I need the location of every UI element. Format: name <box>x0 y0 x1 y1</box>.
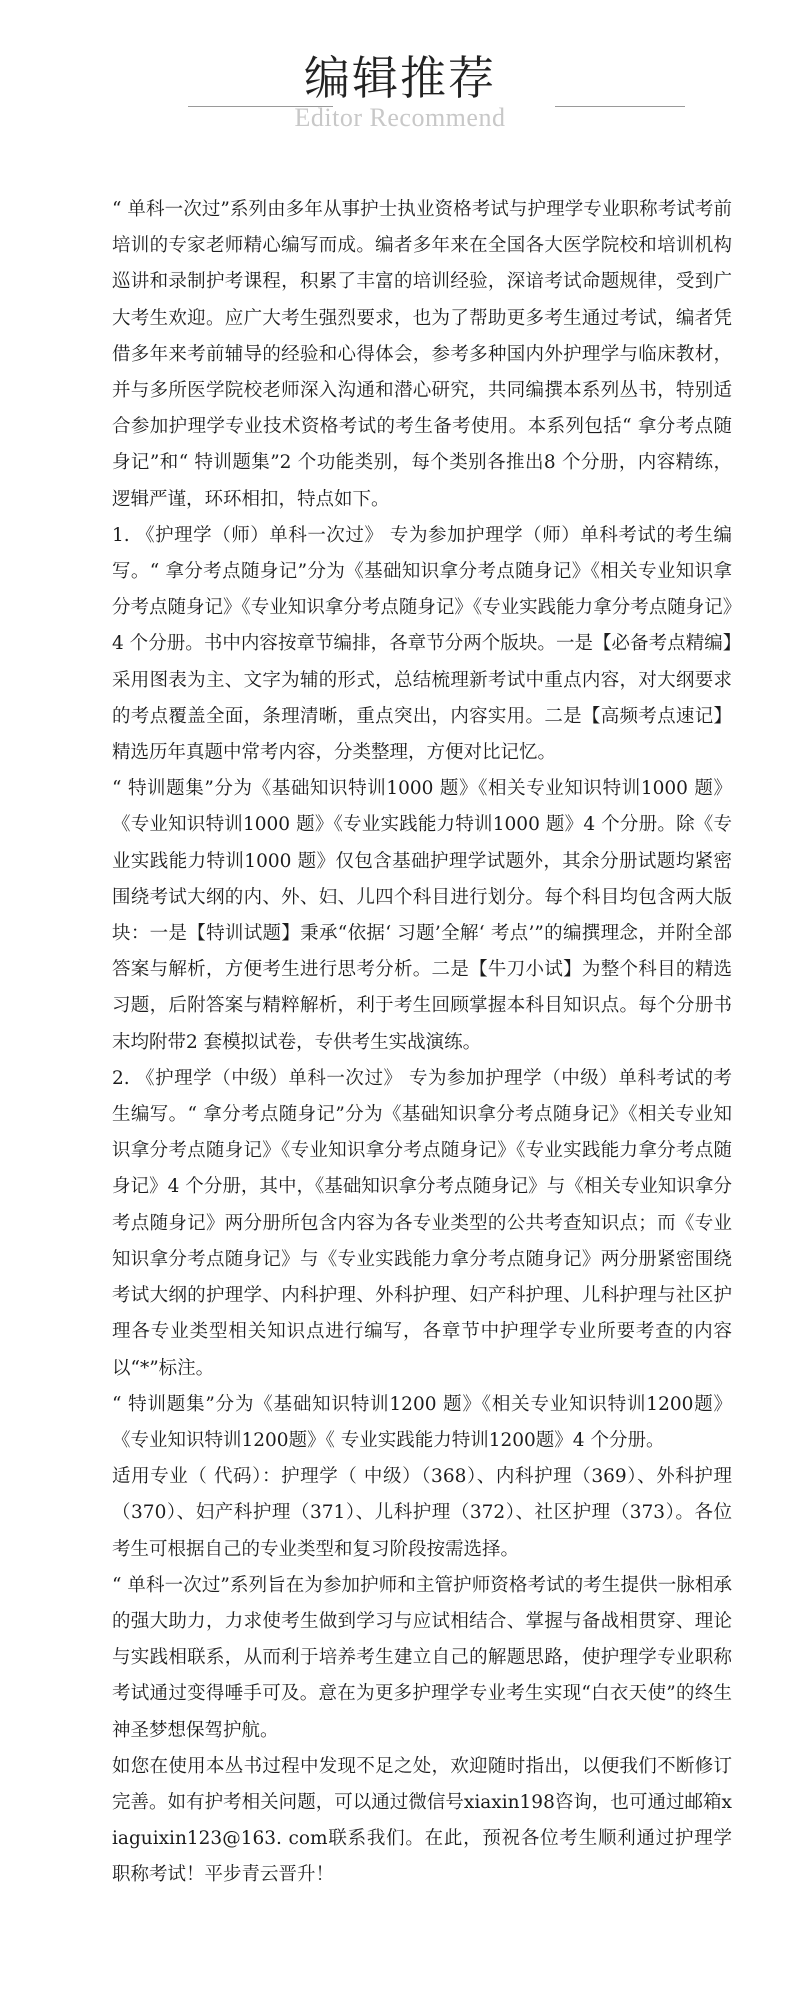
paragraph-nurse-series: 1. 《护理学（师）单科一次过》 专为参加护理学（师）单科考试的考生编写。“ 拿分考点随身记”分为《基础知识拿分考点随身记》《相关专业知识拿分考点随身记》《专业知识拿分考点随身记》《专业实践能力拿分考点随身记》4 个分册。书中内容按章节编排，各章节分两个版块。一是【必备考点精编】采用图表为主、文字为辅的形式，总结梳理新考试中重点内容，对大纲要求的考点覆盖全面，条理清晰，重点突出，内容实用。二是【高频考点速记】精选历年真题中常考内容，分类整理，方便对比记忆。 <box>112 524 732 764</box>
paragraph-intermediate-series: 2. 《护理学（中级）单科一次过》 专为参加护理学（中级）单科考试的考生编写。“ 拿分考点随身记”分为《基础知识拿分考点随身记》《相关专业知识拿分考点随身记》《专业知识拿分考点随身记》《专业实践能力拿分考点随身记》4 个分册，其中，《基础知识拿分考点随身记》与《相关专业知识拿分考点随身记》两分册所包含内容为各专业类型的公共考查知识点；而《专业知识拿分考点随身记》与《专业实践能力拿分考点随身记》两分册紧密围绕考试大纲的护理学、内科护理、外科护理、妇产科护理、儿科护理与社区护理各专业类型相关知识点进行编写，各章节中护理学专业所要考查的内容以“*”标注。 <box>112 1067 732 1379</box>
article-body <box>112 192 732 1894</box>
paragraph-intermediate-drill-set: “ 特训题集”分为《基础知识特训1200 题》《相关专业知识特训1200题》《专业知识特训1200题》《 专业实践能力特训1200题》4 个分册。 <box>112 1393 732 1451</box>
paragraph-applicable-majors: 适用专业（ 代码）：护理学（ 中级）（368）、内科护理（369）、外科护理（370）、妇产科护理（371）、儿科护理（372）、社区护理（373）。各位考生可根据自己的专业类型和复习阶段按需选择。 <box>112 1466 732 1560</box>
paragraph-nurse-drill-set: “ 特训题集”分为《基础知识特训1000 题》《相关专业知识特训1000 题》《专业知识特训1000 题》《专业实践能力特训1000 题》4 个分册。除《专业实践能力特训1000 题》仅包含基础护理学试题外，其余分册试题均紧密围绕考试大纲的内、外、妇、儿四个科目进行划分。每个科目均包含两大版块：一是【特训试题】秉承“依据‘ 习题’全解‘ 考点’”的编撰理念，并附全部答案与解析，方便考生进行思考分析。二是【牛刀小试】为整个科目的精选习题，后附答案与精粹解析，利于考生回顾掌握本科目知识点。每个分册书末均附带2 套模拟试卷，专供考生实战演练。 <box>112 778 732 1053</box>
paragraph-intro: “ 单科一次过”系列由多年从事护士执业资格考试与护理学专业职称考试考前培训的专家老师精心编写而成。编者多年来在全国各大医学院校和培训机构巡讲和录制护考课程，积累了丰富的培训经验，深谙考试命题规律，受到广大考生欢迎。应广大考生强烈要求，也为了帮助更多考生通过考试，编者凭借多年来考前辅导的经验和心得体会，参考多种国内外护理学与临床教材，并与多所医学院校老师深入沟通和潜心研究，共同编撰本系列丛书，特别适合参加护理学专业技术资格考试的考生备考使用。本系列包括“ 拿分考点随身记”和“ 特训题集”2 个功能类别，每个类别各推出8 个分册，内容精练，逻辑严谨，环环相扣，特点如下。 <box>112 199 732 510</box>
section-subtitle: Editor Recommend <box>294 103 506 132</box>
section-header <box>0 0 800 140</box>
paragraph-series-purpose: “ 单科一次过”系列旨在为参加护师和主管护师资格考试的考生提供一脉相承的强大助力，力求使考生做到学习与应试相结合、掌握与备战相贯穿、理论与实践相联系，从而利于培养考生建立自己的解题思路，使护理学专业职称考试通过变得唾手可及。意在为更多护理学专业考生实现“白衣天使”的终生神圣梦想保驾护航。 <box>112 1574 732 1741</box>
paragraph-contact: 如您在使用本丛书过程中发现不足之处，欢迎随时指出，以便我们不断修订完善。如有护考相关问题，可以通过微信号xiaxin198咨询，也可通过邮箱xiaguixin123@163. com联系我们。在此，预祝各位考生顺利通过护理学职称考试！平步青云晋升！ <box>112 1755 732 1886</box>
section-title: 编辑推荐 <box>304 51 496 105</box>
